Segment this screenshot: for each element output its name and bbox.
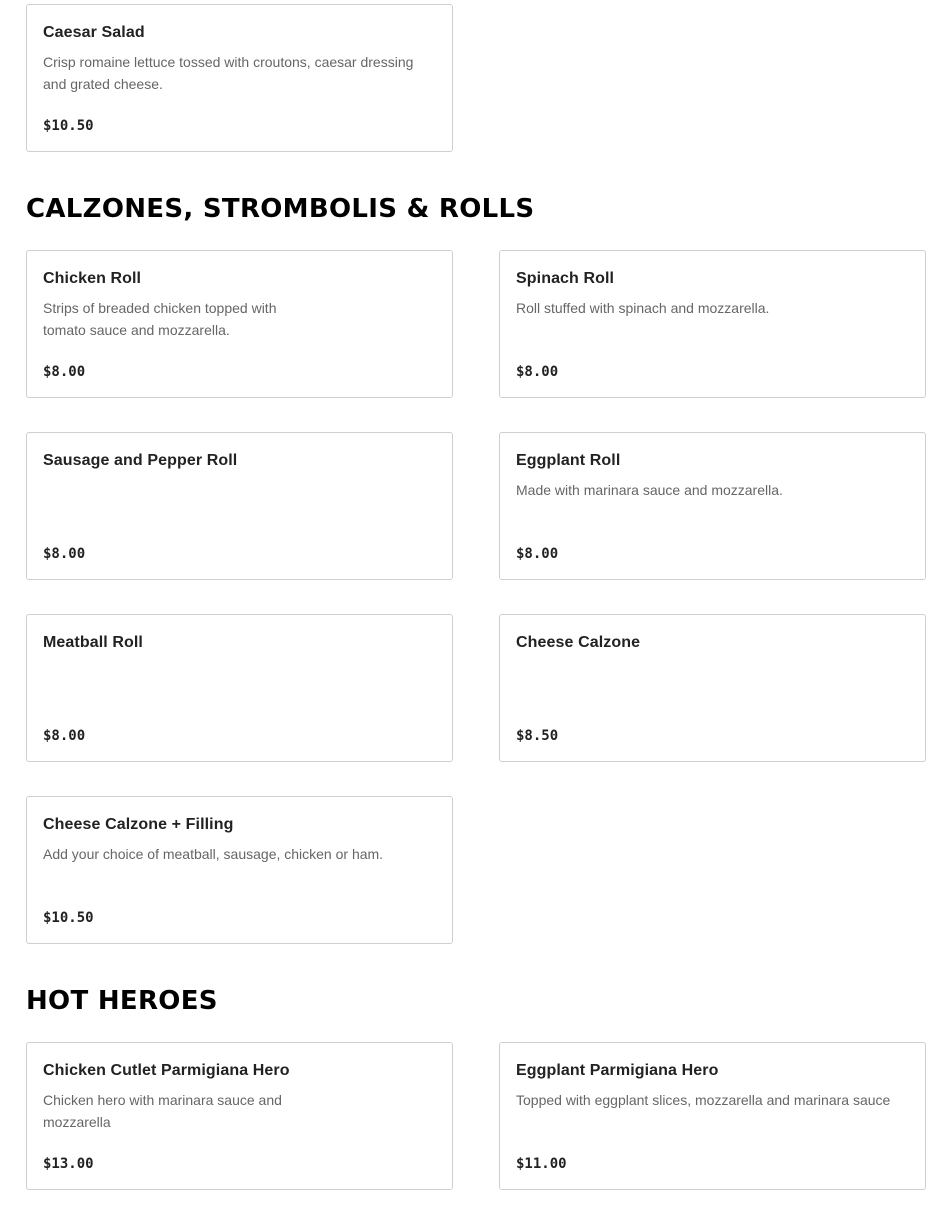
menu-item-card[interactable] xyxy=(499,1042,926,1190)
menu-item-name: Sausage and Pepper Roll xyxy=(43,452,238,469)
menu-item-price: $8.00 xyxy=(43,546,86,562)
menu-item-card[interactable] xyxy=(499,250,926,398)
menu-item-price: $13.00 xyxy=(43,1156,94,1172)
menu-item-price: $8.00 xyxy=(516,546,559,562)
menu-item-name: Caesar Salad xyxy=(43,24,145,41)
menu-item-price: $8.00 xyxy=(43,728,86,744)
menu-item-price: $10.50 xyxy=(43,118,94,134)
menu-item-price: $8.00 xyxy=(43,364,86,380)
menu-item-name: Chicken Roll xyxy=(43,270,142,287)
menu-item-price: $11.00 xyxy=(516,1156,567,1172)
menu-item-card[interactable] xyxy=(499,614,926,762)
menu-item-description: Roll stuffed with spinach and mozzarella. xyxy=(516,300,770,316)
menu-item-price: $8.00 xyxy=(516,364,559,380)
menu-item-card[interactable] xyxy=(26,796,453,944)
menu-item-name: Cheese Calzone + Filling xyxy=(43,816,234,833)
section-title-calzones: CALZONES, STROMBOLIS & ROLLS xyxy=(26,194,535,224)
menu-item-card[interactable] xyxy=(499,432,926,580)
menu-item-description: Made with marinara sauce and mozzarella. xyxy=(516,482,783,498)
menu-item-price: $8.50 xyxy=(516,728,559,744)
menu-item-name: Cheese Calzone xyxy=(516,634,641,651)
menu-item-card[interactable] xyxy=(26,4,453,152)
menu-item-description: Chicken hero with marinara sauce and mozzarella xyxy=(43,1092,282,1130)
menu-item-name: Eggplant Parmigiana Hero xyxy=(516,1062,719,1079)
menu-item-description: Crisp romaine lettuce tossed with croutons, caesar dressing and grated cheese. xyxy=(43,54,414,92)
section-title-hot-heroes: HOT HEROES xyxy=(26,986,218,1016)
menu-item-card[interactable] xyxy=(26,614,453,762)
menu-item-card[interactable] xyxy=(26,250,453,398)
menu-item-description: Topped with eggplant slices, mozzarella and marinara sauce xyxy=(516,1092,891,1108)
menu-item-card[interactable] xyxy=(26,1042,453,1190)
menu-item-name: Meatball Roll xyxy=(43,634,143,651)
menu-item-name: Spinach Roll xyxy=(516,270,615,287)
menu-item-card[interactable] xyxy=(26,432,453,580)
menu-item-price: $10.50 xyxy=(43,910,94,926)
menu-item-name: Chicken Cutlet Parmigiana Hero xyxy=(43,1062,290,1079)
menu-item-description: Add your choice of meatball, sausage, chicken or ham. xyxy=(43,846,384,862)
menu-item-name: Eggplant Roll xyxy=(516,452,621,469)
menu-item-description: Strips of breaded chicken topped with tomato sauce and mozzarella. xyxy=(43,300,277,338)
